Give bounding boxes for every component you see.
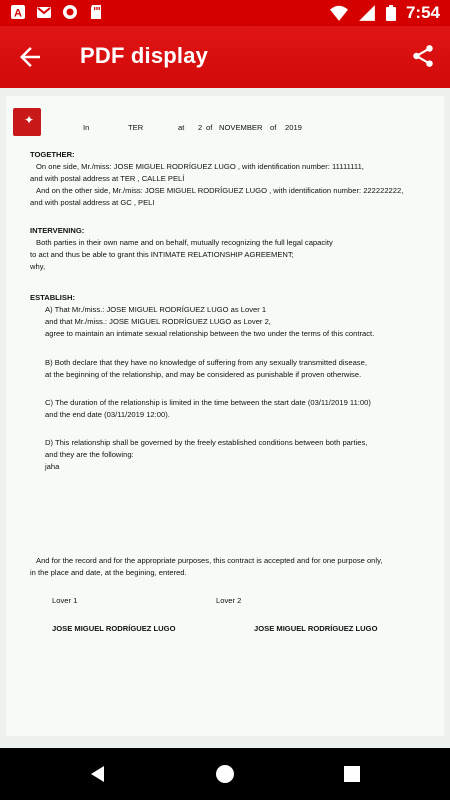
sd-card-icon bbox=[88, 4, 104, 20]
svg-text:A: A bbox=[14, 7, 22, 20]
intervening-line: Both parties in their own name and on behalf, mutually recognizing the full legal capacity bbox=[36, 238, 333, 247]
logo-mark-icon: ✦ bbox=[24, 113, 35, 127]
together-heading: TOGETHER: bbox=[30, 150, 75, 159]
signal-icon bbox=[358, 4, 376, 22]
home-circle-icon[interactable] bbox=[213, 762, 237, 786]
together-line: and with postal address at TER , CALLE PELÍ bbox=[30, 174, 185, 183]
header-day: 2 bbox=[198, 123, 203, 132]
clause-c-line: C) The duration of the relationship is limited in the time between the start date (03/11/2019 11:00) bbox=[45, 398, 371, 407]
arrow-back-icon[interactable] bbox=[14, 42, 46, 72]
header-year: 2019 bbox=[285, 123, 302, 132]
status-bar bbox=[0, 0, 450, 26]
header-of1: of bbox=[206, 123, 213, 132]
header-month: NOVEMBER bbox=[219, 123, 263, 132]
wifi-icon bbox=[330, 4, 348, 22]
clause-b-line: B) Both declare that they have no knowledge of suffering from any sexually transmitted disease, bbox=[45, 358, 367, 367]
clause-b-line: at the beginning of the relationship, and may be considered as punishable if proven otherwise. bbox=[45, 370, 362, 379]
pdf-page bbox=[6, 96, 444, 736]
intervening-heading: INTERVENING: bbox=[30, 226, 85, 235]
clause-a-line: agree to maintain an intimate sexual relationship between the two under the terms of this contract. bbox=[45, 329, 375, 338]
system-nav-bar bbox=[0, 748, 450, 800]
text-a-icon bbox=[10, 4, 26, 20]
status-right-icons bbox=[330, 3, 440, 23]
battery-icon bbox=[386, 4, 396, 22]
pdf-viewer[interactable] bbox=[0, 88, 450, 748]
recents-square-icon[interactable] bbox=[340, 762, 364, 786]
clause-d-line: D) This relationship shall be governed by the freely established conditions between both parties, bbox=[45, 438, 368, 447]
app-bar bbox=[0, 26, 450, 88]
document-logo bbox=[13, 108, 41, 136]
lover1-label: Lover 1 bbox=[52, 596, 78, 605]
status-time: 7:54 bbox=[405, 3, 440, 22]
intervening-line: why, bbox=[30, 262, 46, 271]
record-icon bbox=[62, 4, 78, 20]
header-of2: of bbox=[270, 123, 277, 132]
closing-line: And for the record and for the appropriate purposes, this contract is accepted and for one purpose only, bbox=[36, 556, 383, 565]
clause-c-line: and the end date (03/11/2019 12:00). bbox=[45, 410, 170, 419]
page-title: PDF display bbox=[80, 43, 209, 68]
status-left-icons bbox=[10, 4, 104, 20]
intervening-line: to act and thus be able to grant this INTIMATE RELATIONSHIP AGREEMENT; bbox=[30, 250, 294, 259]
lover2-name: JOSE MIGUEL RODRÍGUEZ LUGO bbox=[254, 624, 378, 633]
header-in: In bbox=[83, 123, 90, 132]
clause-d-line: and they are the following: bbox=[45, 450, 134, 459]
clause-d-line: jaha bbox=[45, 462, 60, 471]
header-at: at bbox=[178, 123, 185, 132]
clause-a-line: and that Mr./miss.: JOSE MIGUEL RODRÍGUEZ LUGO as Lover 2, bbox=[45, 317, 271, 326]
establish-heading: ESTABLISH: bbox=[30, 293, 75, 302]
lover1-name: JOSE MIGUEL RODRÍGUEZ LUGO bbox=[52, 624, 176, 633]
together-line: On one side, Mr./miss: JOSE MIGUEL RODRÍGUEZ LUGO , with identification number: 11111111, bbox=[36, 162, 364, 171]
header-place: TER bbox=[128, 123, 144, 132]
lover2-label: Lover 2 bbox=[216, 596, 242, 605]
closing-line: in the place and date, at the begining, entered. bbox=[30, 568, 187, 577]
clause-a-line: A) That Mr./miss.: JOSE MIGUEL RODRÍGUEZ LUGO as Lover 1 bbox=[45, 305, 267, 314]
back-triangle-icon[interactable] bbox=[86, 762, 110, 786]
together-line: And on the other side, Mr./miss: JOSE MIGUEL RODRÍGUEZ LUGO , with identification number: 222222222, bbox=[36, 186, 404, 195]
together-line: and with postal address at GC , PELI bbox=[30, 198, 155, 207]
gmail-icon bbox=[36, 4, 52, 20]
share-icon[interactable] bbox=[410, 43, 436, 69]
